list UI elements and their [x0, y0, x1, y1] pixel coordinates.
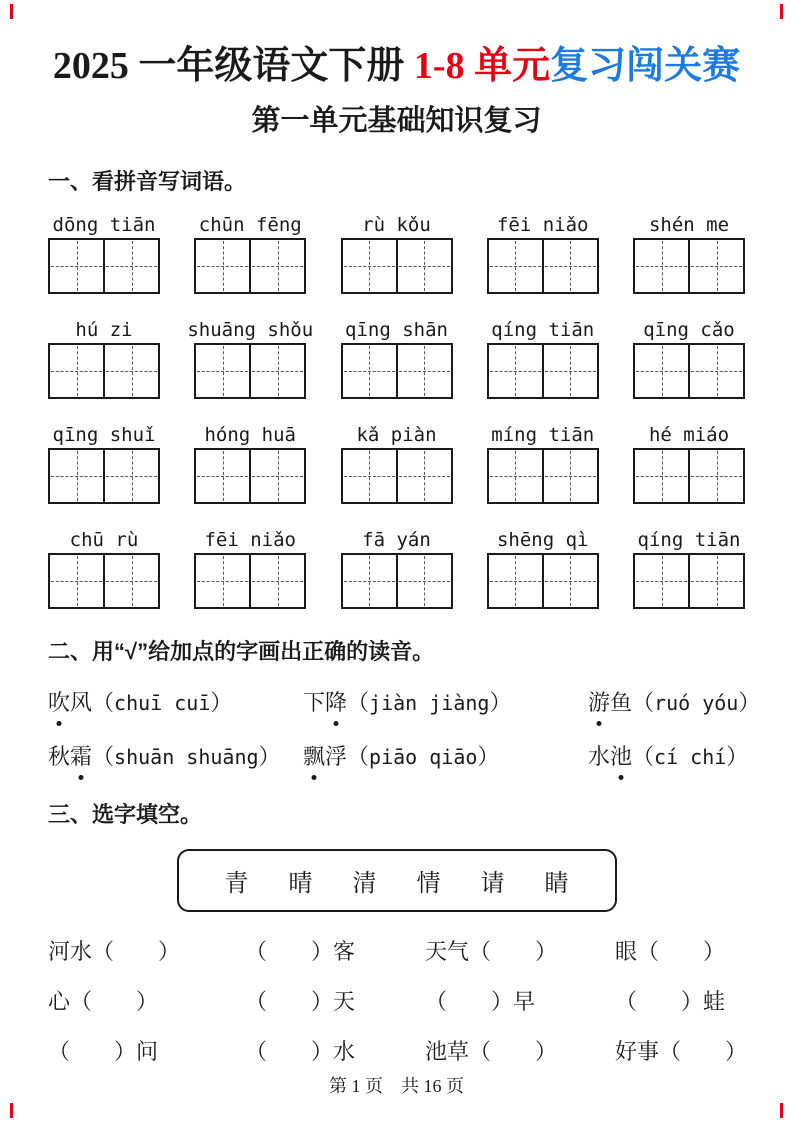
pinyin-label: míng tiān [491, 423, 595, 446]
pinyin-options: piāo qiāo [369, 744, 478, 769]
pinyin-label: qīng shān [345, 318, 448, 341]
pinyin-label: qīng shuǐ [52, 423, 156, 446]
paren-close: ） [535, 938, 558, 964]
tian-cell [343, 345, 396, 397]
bank-character: 青 [224, 870, 249, 897]
writing-grid-box [487, 238, 599, 294]
paren-open: （ [637, 938, 660, 964]
character: 下 [303, 689, 326, 715]
page-title [0, 46, 793, 88]
writing-grid-box [341, 343, 453, 399]
paren-close: ） [311, 1038, 334, 1064]
character: 水 [588, 743, 611, 769]
paren-close: ） [114, 1038, 137, 1064]
paren-open: （ [347, 689, 370, 715]
fill-blank-item [48, 1038, 245, 1066]
tian-cell [688, 240, 743, 292]
title-blue-part: 复习闯关赛 [550, 45, 741, 87]
pinyin-label: shuāng shǒu [187, 318, 314, 341]
paren-close: ） [726, 743, 749, 769]
title-red-part: 1-8 单元 [413, 45, 551, 87]
paren-open: （ [92, 743, 115, 769]
paren-close: ） [703, 938, 726, 964]
fill-blank-item [48, 938, 245, 966]
pronunciation-item [303, 742, 588, 772]
bank-character: 请 [480, 870, 505, 897]
pronunciation-item [48, 688, 303, 718]
tian-cell [249, 240, 304, 292]
tian-cell [396, 450, 451, 502]
tian-cell [688, 555, 743, 607]
bank-character: 睛 [544, 870, 569, 897]
paren-open: （ [632, 689, 655, 715]
pinyin-label: hú zi [75, 318, 133, 341]
tian-cell [103, 345, 158, 397]
section1-heading: 一、看拼音写词语。 [48, 168, 247, 194]
pinyin-row [48, 422, 745, 504]
pinyin-word-group [194, 422, 306, 504]
bank-character: 晴 [288, 870, 313, 897]
pinyin-word-group [633, 317, 745, 399]
fill-blank-item [425, 1038, 615, 1066]
writing-grid-box [194, 448, 306, 504]
paren-close: ） [491, 988, 514, 1014]
fill-blank-item [245, 988, 425, 1016]
pinyin-options: shuān shuāng [114, 744, 259, 769]
paren-open: （ [48, 1038, 71, 1064]
pinyin-label: shén me [648, 213, 730, 236]
tian-cell [396, 555, 451, 607]
paren-close: ） [477, 743, 500, 769]
writing-grid-box [487, 343, 599, 399]
blank-prefix-text: 眼 [615, 938, 638, 964]
paren-close: ） [311, 988, 334, 1014]
pinyin-word-group [487, 212, 599, 294]
character-bank-box [177, 849, 617, 912]
tian-cell [635, 240, 688, 292]
writing-grid-box [194, 343, 306, 399]
pinyin-label: qíng tiān [637, 528, 741, 551]
paren-close: ） [738, 689, 761, 715]
blank-prefix-text: 河水 [48, 938, 93, 964]
paren-close: ） [681, 988, 704, 1014]
pronunciation-row [48, 742, 793, 772]
paren-close: ） [535, 1038, 558, 1064]
pronunciation-row [48, 688, 793, 718]
paren-close: ） [158, 938, 181, 964]
tian-cell [635, 450, 688, 502]
tian-cell [542, 240, 597, 292]
crop-mark-top-right [780, 4, 783, 19]
pinyin-word-group [341, 212, 453, 294]
tian-cell [489, 555, 542, 607]
tian-cell [489, 450, 542, 502]
writing-grid-box [194, 553, 306, 609]
page-subtitle: 第一单元基础知识复习 [251, 104, 542, 137]
blank-suffix-text: 蛙 [703, 988, 726, 1014]
paren-open: （ [92, 938, 115, 964]
fill-blank-item [245, 938, 425, 966]
pinyin-word-group [48, 422, 160, 504]
fill-blank-item [245, 1038, 425, 1066]
dotted-character: 霜 [70, 742, 92, 772]
tian-cell [542, 555, 597, 607]
writing-grid-box [487, 448, 599, 504]
writing-grid-box [487, 553, 599, 609]
writing-grid-box [341, 553, 453, 609]
pinyin-options: chuī cuī [114, 690, 211, 715]
fill-blank-item [425, 988, 615, 1016]
blank-prefix-text: 池草 [425, 1038, 470, 1064]
bank-character: 清 [352, 870, 377, 897]
blank-suffix-text: 客 [333, 938, 356, 964]
title-prefix: 2025 一年级语文下册 [52, 45, 414, 87]
pinyin-label: fā yán [362, 528, 431, 551]
pinyin-row [48, 317, 745, 399]
tian-cell [343, 555, 396, 607]
paren-open: （ [469, 1038, 492, 1064]
section3-heading: 三、选字填空。 [48, 801, 203, 827]
dotted-character: 降 [325, 688, 347, 718]
writing-grid-box [633, 553, 745, 609]
tian-cell [542, 450, 597, 502]
writing-grid-box [48, 553, 160, 609]
pinyin-word-group [633, 527, 745, 609]
pinyin-word-group [48, 317, 160, 399]
writing-grid-box [341, 448, 453, 504]
paren-close: ） [725, 1038, 748, 1064]
pinyin-label: chūn fēng [198, 213, 302, 236]
pinyin-word-group [341, 527, 453, 609]
pinyin-word-group [194, 527, 306, 609]
tian-cell [196, 345, 249, 397]
tian-cell [396, 240, 451, 292]
character: 鱼 [610, 689, 633, 715]
writing-grid-box [633, 448, 745, 504]
pinyin-label: qíng tiān [491, 318, 595, 341]
pinyin-word-group [48, 212, 160, 294]
fill-blank-item [48, 988, 245, 1016]
pronunciation-item [588, 688, 793, 718]
fill-blank-item [615, 938, 793, 966]
pronunciation-item [48, 742, 303, 772]
writing-grid-box [48, 238, 160, 294]
pronunciation-item [588, 742, 793, 772]
pinyin-word-group [194, 212, 306, 294]
fill-blank-item [615, 1038, 793, 1066]
writing-grid-box [48, 448, 160, 504]
paren-open: （ [245, 988, 268, 1014]
pinyin-row [48, 212, 745, 294]
paren-open: （ [92, 689, 115, 715]
tian-cell [688, 345, 743, 397]
pinyin-word-group [187, 317, 314, 399]
fill-blank-row [48, 938, 793, 966]
fill-blank-row [48, 988, 793, 1016]
pinyin-word-group [633, 212, 745, 294]
writing-grid-box [194, 238, 306, 294]
crop-mark-bottom-left [10, 1103, 13, 1118]
blank-prefix-text: 好事 [615, 1038, 660, 1064]
tian-cell [249, 450, 304, 502]
tian-cell [343, 450, 396, 502]
crop-mark-bottom-right [780, 1103, 783, 1118]
tian-cell [249, 555, 304, 607]
section2-heading: 二、用“√”给加点的字画出正确的读音。 [48, 638, 435, 664]
dotted-character: 吹 [48, 688, 70, 718]
paren-open: （ [425, 988, 448, 1014]
character: 秋 [48, 743, 71, 769]
dotted-character: 池 [610, 742, 632, 772]
writing-grid-box [633, 238, 745, 294]
tian-cell [196, 555, 249, 607]
pronunciation-choice-list [48, 688, 793, 772]
blank-suffix-text: 问 [136, 1038, 159, 1064]
paren-close: ） [489, 689, 512, 715]
character: 风 [70, 689, 93, 715]
pinyin-options: cí chí [654, 744, 727, 769]
pinyin-options: ruó yóu [654, 690, 739, 715]
pinyin-word-group [487, 527, 599, 609]
bank-character: 情 [416, 870, 441, 897]
tian-cell [249, 345, 304, 397]
pinyin-word-group [341, 422, 453, 504]
pinyin-word-group [341, 317, 453, 399]
page-number: 第 1 页 共 16 页 [329, 1076, 464, 1096]
tian-cell [103, 240, 158, 292]
pinyin-label: dōng tiān [52, 213, 156, 236]
pinyin-row [48, 527, 745, 609]
writing-grid-box [633, 343, 745, 399]
pinyin-label: fēi niǎo [204, 528, 296, 551]
fill-blank-item [615, 988, 793, 1016]
tian-cell [635, 345, 688, 397]
tian-cell [343, 240, 396, 292]
pinyin-word-group [487, 317, 599, 399]
pinyin-word-group [633, 422, 745, 504]
paren-open: （ [659, 1038, 682, 1064]
tian-cell [50, 555, 103, 607]
pinyin-label: rù kǒu [362, 213, 431, 236]
paren-close: ） [210, 689, 233, 715]
paren-open: （ [469, 938, 492, 964]
pinyin-word-group [48, 527, 160, 609]
paren-close: ） [136, 988, 159, 1014]
paren-open: （ [70, 988, 93, 1014]
pinyin-label: fēi niǎo [496, 213, 589, 236]
blank-prefix-text: 天气 [425, 938, 470, 964]
tian-cell [635, 555, 688, 607]
tian-cell [688, 450, 743, 502]
paren-open: （ [245, 938, 268, 964]
pinyin-writing-grid [48, 212, 745, 609]
pinyin-label: chū rù [69, 528, 139, 551]
paren-open: （ [632, 743, 655, 769]
pinyin-label: hé miáo [648, 423, 730, 446]
tian-cell [103, 450, 158, 502]
fill-blank-row [48, 1038, 793, 1066]
tian-cell [396, 345, 451, 397]
fill-blank-item [425, 938, 615, 966]
pinyin-label: hóng huā [204, 423, 296, 446]
tian-cell [196, 240, 249, 292]
writing-grid-box [48, 343, 160, 399]
blank-suffix-text: 天 [333, 988, 356, 1014]
paren-close: ） [258, 743, 281, 769]
tian-cell [196, 450, 249, 502]
tian-cell [50, 240, 103, 292]
pinyin-label: shēng qì [496, 528, 589, 551]
blank-suffix-text: 早 [513, 988, 536, 1014]
tian-cell [103, 555, 158, 607]
paren-open: （ [347, 743, 370, 769]
dotted-character: 游 [588, 688, 610, 718]
tian-cell [542, 345, 597, 397]
blank-prefix-text: 心 [48, 988, 71, 1014]
crop-mark-top-left [10, 4, 13, 19]
writing-grid-box [341, 238, 453, 294]
pinyin-options: jiàn jiàng [369, 690, 490, 715]
paren-open: （ [615, 988, 638, 1014]
pinyin-label: kǎ piàn [356, 423, 437, 446]
paren-open: （ [245, 1038, 268, 1064]
pinyin-word-group [487, 422, 599, 504]
blank-suffix-text: 水 [333, 1038, 356, 1064]
tian-cell [489, 345, 542, 397]
dotted-character: 飘 [303, 742, 325, 772]
pronunciation-item [303, 688, 588, 718]
character: 浮 [325, 743, 348, 769]
paren-close: ） [311, 938, 334, 964]
tian-cell [50, 450, 103, 502]
fill-blank-grid [48, 938, 793, 1066]
pinyin-label: qīng cǎo [643, 318, 735, 341]
tian-cell [489, 240, 542, 292]
tian-cell [50, 345, 103, 397]
